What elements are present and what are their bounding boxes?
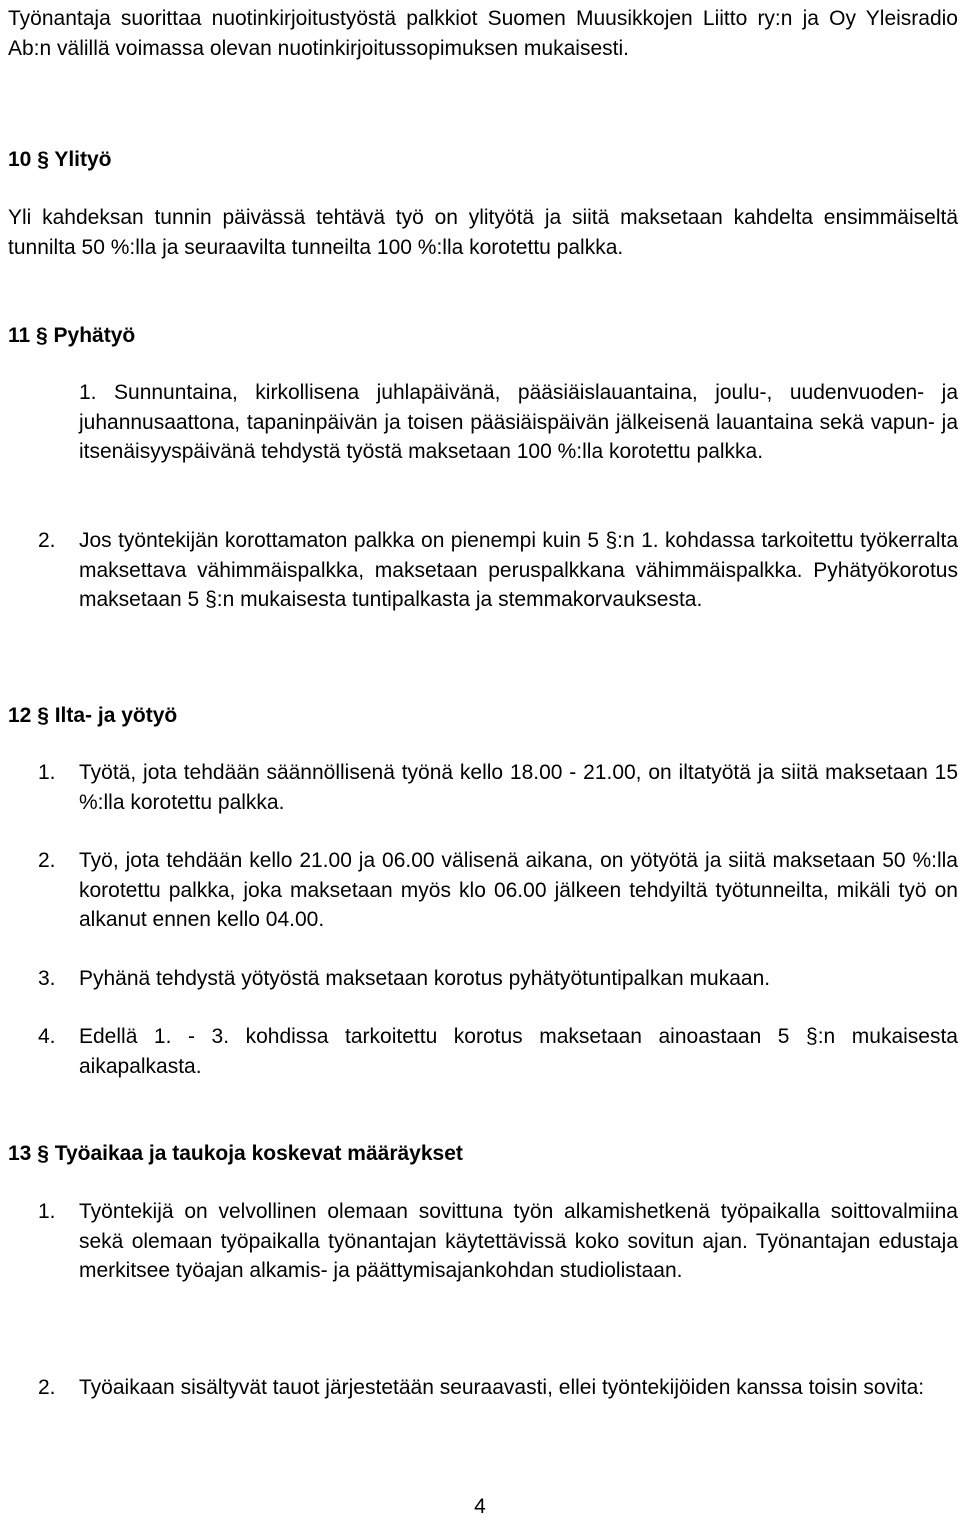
item-text: Työtä, jota tehdään säännöllisenä työnä kello 18.00 - 21.00, on iltatyötä ja siitä maksetaan 15 %:lla korotettu palkka. (79, 761, 958, 814)
item-number: 1. (38, 761, 56, 784)
item-number: 2. (38, 1376, 56, 1399)
item-number: 2. (38, 849, 56, 872)
item-number: 4. (38, 1025, 56, 1048)
item-number: 3. (38, 967, 56, 990)
section-10-body: Yli kahdeksan tunnin päivässä tehtävä työ on ylityötä ja siitä maksetaan kahdelta ensimmäiseltä tunnilta 50 %:lla ja seuraavilta tunneilta 100 %:lla korotettu palkka. (8, 206, 958, 259)
section-11-item-2 (8, 526, 958, 615)
section-10-heading: 10 § Ylityö (8, 148, 112, 171)
item-text: Jos työntekijän korottamaton palkka on pienempi kuin 5 §:n 1. kohdassa tarkoitettu työkerralta maksettava vähimmäispalkka, maksetaan peruspalkkana vähimmäispalkka. Pyhätyökorotus maksetaan 5 §:n mukaisesta tuntipalkasta ja stemmakorvauksesta. (79, 529, 958, 611)
section-13-item-2 (8, 1373, 958, 1403)
item-number: 2. (38, 529, 56, 552)
section-13-heading: 13 § Työaikaa ja taukoja koskevat määräykset (8, 1142, 463, 1165)
section-13-item-1 (8, 1197, 958, 1286)
section-11-item-1 (8, 378, 958, 467)
item-number: 1. (79, 381, 97, 404)
section-12-heading: 12 § Ilta- ja yötyö (8, 704, 178, 727)
item-text: Pyhänä tehdystä yötyöstä maksetaan korotus pyhätyötuntipalkan mukaan. (79, 967, 771, 990)
item-text: Työntekijä on velvollinen olemaan sovittuna työn alkamishetkenä työpaikalla soittovalmiina sekä olemaan työpaikalla työnantajan käytettävissä koko sovitun ajan. Työnantajan edustaja merkitsee työajan alkamis- ja päättymisajankohdan studiolistaan. (79, 1200, 958, 1282)
item-number: 1. (38, 1200, 56, 1223)
section-12-item-4 (8, 1022, 958, 1081)
intro-paragraph: Työnantaja suorittaa nuotinkirjoitustyöstä palkkiot Suomen Muusikkojen Liitto ry:n ja Oy Yleisradio Ab:n välillä voimassa olevan nuotinkirjoitussopimuksen mukaisesti. (8, 7, 958, 60)
section-12-item-2 (8, 846, 958, 935)
section-11-heading: 11 § Pyhätyö (8, 324, 136, 347)
page-number: 4 (474, 1495, 486, 1518)
item-text: Työaikaan sisältyvät tauot järjestetään seuraavasti, ellei työntekijöiden kanssa toisin sovita: (79, 1376, 925, 1399)
item-text: Edellä 1. - 3. kohdissa tarkoitettu korotus maksetaan ainoastaan 5 §:n mukaisesta aikapalkasta. (79, 1025, 958, 1078)
section-12-item-3 (8, 964, 958, 994)
section-12-item-1 (8, 758, 958, 817)
item-text: Työ, jota tehdään kello 21.00 ja 06.00 välisenä aikana, on yötyötä ja siitä maksetaan 50 %:lla korotettu palkka, joka maksetaan myös klo 06.00 jälkeen tehdyiltä työtunneilta, mikäli työ on alkanut ennen kello 04.00. (79, 849, 958, 931)
item-text: Sunnuntaina, kirkollisena juhlapäivänä, pääsiäislauantaina, joulu-, uudenvuoden- ja juhannusaattona, tapaninpäivän ja toisen pääsiäispäivän jälkeisenä lauantaina sekä vapun- ja itsenäisyyspäivänä tehdystä työstä maksetaan 100 %:lla korotettu palkka. (79, 381, 958, 463)
